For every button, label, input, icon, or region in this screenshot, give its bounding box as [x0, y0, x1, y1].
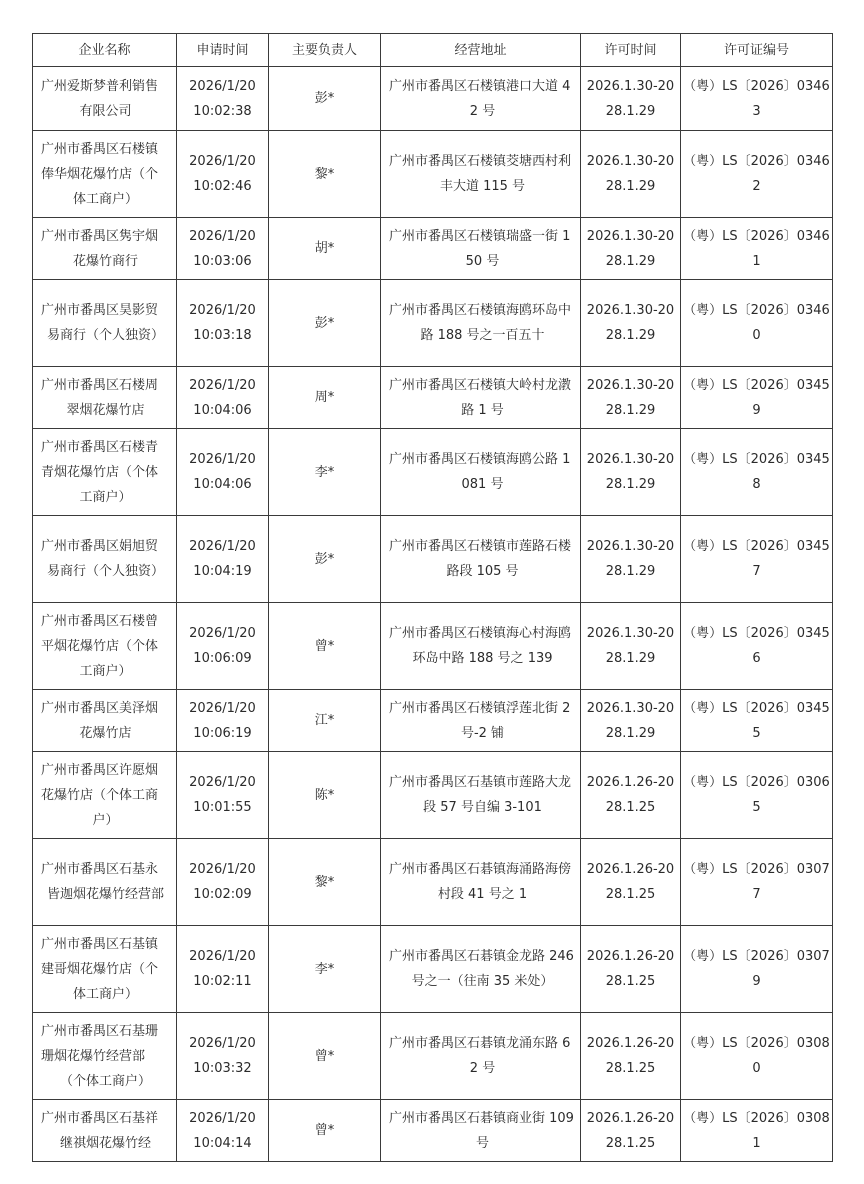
applied-date: 2026/1/20	[189, 78, 256, 94]
table-row	[33, 131, 833, 218]
license-cell	[681, 67, 833, 131]
company-name: 广州市番禺区石基镇建哥烟花爆竹店（个体工商户）	[41, 936, 159, 1002]
person-name: 彭*	[314, 91, 335, 106]
address-cell	[381, 752, 581, 839]
person-name: 黎*	[314, 874, 335, 890]
person-name: 彭*	[314, 551, 335, 567]
company-name: 广州市番禺区石楼周翠烟花爆竹店	[41, 377, 159, 418]
company-cell	[33, 752, 177, 839]
applied-time-cell	[177, 690, 269, 752]
company-name: 广州市番禺区美泽烟花爆竹店	[41, 700, 159, 741]
applied-time-cell	[177, 1013, 269, 1100]
permit-period-cell	[581, 516, 681, 603]
header-applied-time: 申请时间	[177, 34, 269, 67]
license-number: （粤）LS〔2026〕03457	[683, 539, 830, 579]
person-cell	[269, 1013, 381, 1100]
permit-period-cell	[581, 280, 681, 367]
table-row	[33, 752, 833, 839]
permit-period: 2026.1.26-2028.1.25	[586, 862, 675, 902]
person-cell	[269, 280, 381, 367]
address-text: 广州市番禺区石楼镇港口大道 42 号	[389, 78, 571, 119]
permit-table	[32, 33, 833, 1162]
permit-period: 2026.1.30-2028.1.29	[586, 303, 675, 343]
address-cell	[381, 218, 581, 280]
applied-date: 2026/1/20	[189, 228, 256, 244]
license-cell	[681, 839, 833, 926]
applied-date: 2026/1/20	[189, 1036, 256, 1051]
applied-date: 2026/1/20	[189, 949, 256, 964]
applied-time: 10:06:09	[193, 651, 252, 666]
address-cell	[381, 280, 581, 367]
license-number: （粤）LS〔2026〕03080	[683, 1036, 830, 1076]
applied-date: 2026/1/20	[189, 626, 256, 641]
license-number: （粤）LS〔2026〕03460	[683, 303, 830, 343]
table-row	[33, 839, 833, 926]
address-cell	[381, 603, 581, 690]
permit-period-cell	[581, 1100, 681, 1162]
company-cell	[33, 429, 177, 516]
person-name: 江*	[314, 713, 335, 728]
address-cell	[381, 1100, 581, 1162]
applied-time-cell	[177, 839, 269, 926]
table-row	[33, 1100, 833, 1162]
applied-time-cell	[177, 280, 269, 367]
company-name: 广州市番禺区石基珊珊烟花爆竹经营部（个体工商户）	[41, 1023, 159, 1089]
applied-time-cell	[177, 131, 269, 218]
company-cell	[33, 367, 177, 429]
address-cell	[381, 429, 581, 516]
license-number: （粤）LS〔2026〕03081	[683, 1110, 830, 1151]
permit-period: 2026.1.26-2028.1.25	[586, 775, 675, 815]
person-cell	[269, 218, 381, 280]
applied-time: 10:03:06	[193, 253, 252, 269]
person-name: 黎*	[314, 166, 335, 182]
address-text: 广州市番禺区石碁镇商业街 109 号	[389, 1110, 574, 1151]
permit-period: 2026.1.30-2028.1.29	[586, 377, 675, 418]
person-name: 曾*	[314, 638, 335, 654]
person-cell	[269, 603, 381, 690]
permit-period-cell	[581, 367, 681, 429]
company-name: 广州市番禺区隽宇烟花爆竹商行	[41, 228, 159, 269]
applied-date: 2026/1/20	[189, 303, 256, 318]
person-name: 曾*	[314, 1048, 335, 1064]
license-number: （粤）LS〔2026〕03455	[683, 700, 830, 741]
applied-time-cell	[177, 516, 269, 603]
address-cell	[381, 1013, 581, 1100]
company-name: 广州爱斯梦普利销售有限公司	[41, 78, 159, 119]
applied-time: 10:02:11	[193, 974, 252, 989]
person-cell	[269, 429, 381, 516]
person-cell	[269, 516, 381, 603]
table-row	[33, 429, 833, 516]
company-cell	[33, 839, 177, 926]
header-person: 主要负责人	[269, 34, 381, 67]
header-permit-period: 许可时间	[581, 34, 681, 67]
license-number: （粤）LS〔2026〕03065	[683, 775, 830, 815]
company-cell	[33, 67, 177, 131]
applied-time-cell	[177, 926, 269, 1013]
company-name: 广州市番禺区昊影贸易商行（个人独资）	[41, 303, 164, 343]
license-cell	[681, 218, 833, 280]
person-name: 彭*	[314, 315, 335, 331]
company-name: 广州市番禺区石楼镇俸华烟花爆竹店（个体工商户）	[41, 141, 159, 207]
permit-period: 2026.1.30-2028.1.29	[586, 700, 675, 741]
address-text: 广州市番禺区石碁镇海涌路海傍村段 41 号之 1	[389, 862, 572, 902]
company-cell	[33, 603, 177, 690]
person-name: 李*	[314, 961, 335, 977]
person-cell	[269, 926, 381, 1013]
address-cell	[381, 926, 581, 1013]
applied-date: 2026/1/20	[189, 452, 256, 467]
permit-period: 2026.1.30-2028.1.29	[586, 154, 675, 194]
address-cell	[381, 131, 581, 218]
header-address: 经营地址	[381, 34, 581, 67]
person-name: 胡*	[314, 241, 335, 256]
address-cell	[381, 839, 581, 926]
applied-date: 2026/1/20	[189, 377, 256, 393]
permit-period-cell	[581, 839, 681, 926]
permit-period: 2026.1.30-2028.1.29	[586, 78, 675, 119]
address-cell	[381, 67, 581, 131]
applied-time-cell	[177, 367, 269, 429]
license-number: （粤）LS〔2026〕03077	[683, 862, 830, 902]
permit-period: 2026.1.30-2028.1.29	[586, 228, 675, 269]
header-company: 企业名称	[33, 34, 177, 67]
license-number: （粤）LS〔2026〕03461	[683, 228, 830, 269]
person-cell	[269, 367, 381, 429]
license-number: （粤）LS〔2026〕03463	[683, 78, 830, 119]
permit-period: 2026.1.26-2028.1.25	[586, 1036, 675, 1076]
company-cell	[33, 218, 177, 280]
applied-time-cell	[177, 429, 269, 516]
table-row	[33, 367, 833, 429]
permit-period: 2026.1.30-2028.1.29	[586, 452, 675, 492]
applied-time: 10:01:55	[193, 800, 252, 815]
person-cell	[269, 839, 381, 926]
permit-period-cell	[581, 1013, 681, 1100]
header-row	[33, 34, 833, 67]
address-cell	[381, 516, 581, 603]
company-name: 广州市番禺区许愿烟花爆竹店（个体工商户）	[41, 762, 159, 828]
company-cell	[33, 516, 177, 603]
permit-period: 2026.1.26-2028.1.25	[586, 1110, 675, 1151]
license-cell	[681, 131, 833, 218]
table-row	[33, 218, 833, 280]
applied-time: 10:03:32	[193, 1061, 252, 1076]
person-name: 周*	[314, 390, 335, 405]
applied-time: 10:04:19	[193, 564, 252, 579]
applied-time-cell	[177, 1100, 269, 1162]
permit-period-cell	[581, 429, 681, 516]
address-text: 广州市番禺区石楼镇大岭村龙漖路 1 号	[389, 377, 572, 418]
table-row	[33, 1013, 833, 1100]
applied-time-cell	[177, 218, 269, 280]
license-number: （粤）LS〔2026〕03456	[683, 626, 830, 666]
address-text: 广州市番禺区石碁镇金龙路 246 号之一（往南 35 米处）	[389, 949, 574, 989]
person-cell	[269, 1100, 381, 1162]
company-name: 广州市番禺区石基祥继祺烟花爆竹经	[41, 1110, 159, 1151]
applied-time-cell	[177, 67, 269, 131]
company-cell	[33, 1013, 177, 1100]
table-row	[33, 603, 833, 690]
address-text: 广州市番禺区石楼镇海鸥公路 1081 号	[389, 452, 571, 492]
permit-period-cell	[581, 690, 681, 752]
permit-period: 2026.1.30-2028.1.29	[586, 626, 675, 666]
table-row	[33, 516, 833, 603]
applied-time: 10:04:14	[193, 1135, 252, 1151]
applied-time: 10:02:46	[193, 179, 252, 194]
person-name: 曾*	[314, 1123, 335, 1138]
address-text: 广州市番禺区石基镇市莲路大龙段 57 号自编 3-101	[389, 775, 572, 815]
applied-time: 10:04:06	[193, 477, 252, 492]
applied-date: 2026/1/20	[189, 1110, 256, 1126]
permit-period-cell	[581, 131, 681, 218]
license-number: （粤）LS〔2026〕03079	[683, 949, 830, 989]
license-cell	[681, 516, 833, 603]
table-row	[33, 690, 833, 752]
permit-period-cell	[581, 926, 681, 1013]
address-text: 广州市番禺区石楼镇海心村海鸥环岛中路 188 号之 139	[389, 626, 572, 666]
applied-date: 2026/1/20	[189, 862, 256, 877]
permit-period-cell	[581, 218, 681, 280]
address-text: 广州市番禺区石楼镇市莲路石楼路段 105 号	[389, 539, 572, 579]
permit-period: 2026.1.30-2028.1.29	[586, 539, 675, 579]
license-cell	[681, 690, 833, 752]
license-number: （粤）LS〔2026〕03458	[683, 452, 830, 492]
company-name: 广州市番禺区娟旭贸易商行（个人独资）	[41, 539, 164, 579]
applied-time-cell	[177, 603, 269, 690]
person-name: 李*	[314, 464, 335, 480]
person-cell	[269, 690, 381, 752]
address-text: 广州市番禺区石楼镇茭塘西村利丰大道 115 号	[389, 154, 572, 194]
company-cell	[33, 1100, 177, 1162]
applied-time-cell	[177, 752, 269, 839]
permit-period-cell	[581, 752, 681, 839]
applied-time: 10:06:19	[193, 725, 252, 741]
applied-time: 10:03:18	[193, 328, 252, 343]
license-number: （粤）LS〔2026〕03462	[683, 154, 830, 194]
person-cell	[269, 131, 381, 218]
table-row	[33, 67, 833, 131]
header-license-number: 许可证编号	[681, 34, 833, 67]
license-cell	[681, 280, 833, 367]
company-name: 广州市番禺区石楼曾平烟花爆竹店（个体工商户）	[41, 613, 159, 679]
applied-time: 10:02:38	[193, 103, 252, 119]
applied-date: 2026/1/20	[189, 154, 256, 169]
company-cell	[33, 280, 177, 367]
license-cell	[681, 367, 833, 429]
license-cell	[681, 603, 833, 690]
address-text: 广州市番禺区石楼镇海鸥环岛中路 188 号之一百五十	[389, 303, 572, 343]
license-cell	[681, 1100, 833, 1162]
applied-date: 2026/1/20	[189, 539, 256, 554]
license-cell	[681, 429, 833, 516]
license-cell	[681, 1013, 833, 1100]
address-text: 广州市番禺区石楼镇瑞盛一街 150 号	[389, 228, 571, 269]
table-row	[33, 926, 833, 1013]
person-name: 陈*	[314, 787, 335, 803]
address-cell	[381, 367, 581, 429]
applied-time: 10:04:06	[193, 402, 252, 418]
company-cell	[33, 131, 177, 218]
permit-period: 2026.1.26-2028.1.25	[586, 949, 675, 989]
address-cell	[381, 690, 581, 752]
table-body	[33, 67, 833, 1162]
person-cell	[269, 67, 381, 131]
address-text: 广州市番禺区石楼镇浮莲北街 2 号-2 铺	[389, 700, 571, 741]
permit-period-cell	[581, 67, 681, 131]
company-cell	[33, 690, 177, 752]
applied-date: 2026/1/20	[189, 775, 256, 790]
license-number: （粤）LS〔2026〕03459	[683, 377, 830, 418]
applied-date: 2026/1/20	[189, 700, 256, 716]
person-cell	[269, 752, 381, 839]
permit-period-cell	[581, 603, 681, 690]
company-name: 广州市番禺区石基永皆迦烟花爆竹经营部	[41, 862, 164, 902]
address-text: 广州市番禺区石碁镇龙涌东路 62 号	[389, 1036, 571, 1076]
applied-time: 10:02:09	[193, 887, 252, 902]
license-cell	[681, 752, 833, 839]
company-cell	[33, 926, 177, 1013]
company-name: 广州市番禺区石楼青青烟花爆竹店（个体工商户）	[41, 439, 159, 505]
table-row	[33, 280, 833, 367]
license-cell	[681, 926, 833, 1013]
